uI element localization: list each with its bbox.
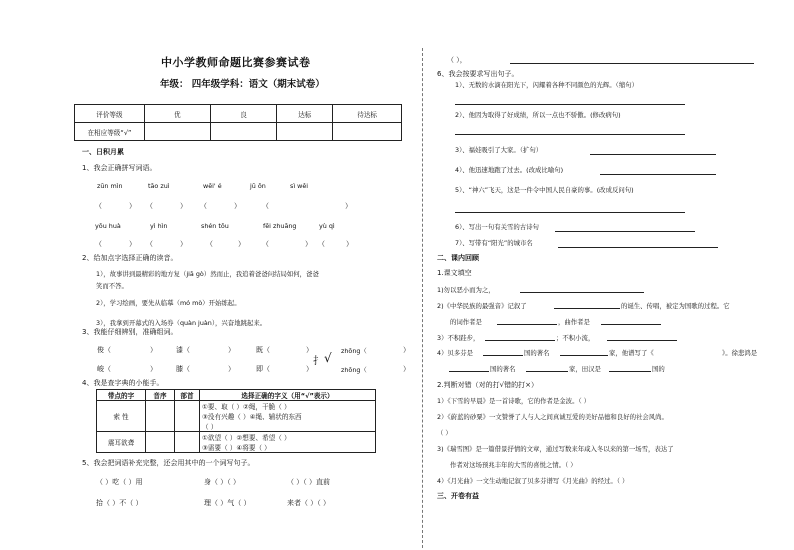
answer-paren[interactable]: （	[262, 202, 269, 210]
answer-line[interactable]	[455, 104, 685, 105]
dict-option: ③没有兴趣（ ）④绳、辅状的东西	[200, 411, 376, 421]
answer-line[interactable]	[510, 63, 754, 64]
answer-line[interactable]	[560, 355, 608, 356]
answer-paren[interactable]: （	[206, 240, 213, 248]
answer-paren[interactable]: （	[318, 240, 325, 248]
answer-paren[interactable]: ）	[234, 202, 241, 210]
section-heading: 一、日积月累	[82, 148, 124, 156]
grade-table-cell	[210, 123, 277, 141]
word-char: 膝（	[176, 365, 190, 373]
sentence-prompt: 1）、无数的水滴在阳光下，闪耀着各种不同颜色的光辉。（缩句）	[455, 81, 638, 89]
answer-paren[interactable]: ）	[180, 202, 187, 210]
answer-line[interactable]	[485, 340, 555, 341]
answer-line[interactable]	[590, 154, 716, 155]
grade-table-cell	[277, 123, 333, 141]
fill-text: 4）贝多芬是	[437, 349, 474, 357]
pinyin: fēi zhuāng	[263, 222, 297, 230]
judge-item: 1）《下雪的早晨》是一首诗歌，它的作者是金波。（ ）	[437, 397, 591, 405]
answer-paren[interactable]: ）	[305, 240, 312, 248]
sub-heading: 1.课文填空	[437, 269, 472, 277]
judge-item: 2）《蔚蓝的砂粟》一文赞誉了人与人之间真诚互爱的美好品德和良好的社会风尚。	[437, 413, 668, 421]
answer-paren[interactable]: （	[95, 202, 102, 210]
answer-line[interactable]	[607, 340, 677, 341]
answer-line[interactable]	[526, 371, 568, 372]
sentence-prompt: 3）、福娃吸引了大家。（扩句）	[455, 146, 543, 154]
answer-paren[interactable]: （	[95, 240, 102, 248]
fill-text: 1)勿以恶小而为之，	[437, 286, 495, 294]
fill-blank: （ ）吃（ ）用	[96, 478, 143, 486]
word-char: ）	[150, 346, 157, 354]
dict-answer[interactable]	[146, 401, 175, 432]
answer-paren[interactable]: （	[146, 202, 153, 210]
dict-option: ③需要（ ）④将要（ ）	[200, 442, 376, 453]
question-3: 3、我能仔细辨别，准确组词。	[82, 328, 178, 336]
grade-table-cell	[333, 123, 402, 141]
answer-line[interactable]	[554, 308, 620, 309]
word-char: ）	[403, 346, 410, 354]
sentence-prompt: 4）、他迅速地跑了过去。(改成比喻句)	[455, 166, 564, 174]
page-title: 中小学教师命题比赛参赛试卷	[161, 56, 311, 69]
word-char: 漆（	[176, 346, 190, 354]
fill-text: 国的著名	[524, 349, 550, 357]
dict-option: ①要、取（ ）②绳，干脆（ ）	[200, 401, 376, 412]
answer-line[interactable]	[600, 174, 716, 175]
dict-char: 索 性	[97, 401, 146, 432]
pinyin: yù qì	[319, 222, 335, 230]
fill-text: 的词作者是	[450, 318, 482, 326]
answer-line[interactable]	[455, 134, 685, 135]
answer-paren[interactable]: （	[146, 240, 153, 248]
word-char: ）	[228, 346, 235, 354]
fill-text: 2)《中华民族的最强音》记叙了	[437, 302, 527, 310]
pinyin: yōu huà	[95, 222, 121, 230]
word-char: ）	[150, 365, 157, 373]
answer-paren[interactable]: ）	[345, 202, 352, 210]
sentence-prompt: 7）、写带有“阳光”的城市名	[455, 239, 533, 247]
grade-subject-line: 年级： 四年级学科：语文（期末试卷）	[160, 79, 325, 90]
pinyin: wēi' é	[203, 182, 222, 190]
question-1: 1、我会正确拼写词语。	[82, 164, 157, 172]
column-divider	[422, 48, 423, 548]
answer-line[interactable]	[609, 371, 651, 372]
pinyin: sì wěi	[290, 182, 309, 190]
pinyin: shén tōu	[201, 222, 229, 230]
judge-item: 4）《月光曲》一文生动地记叙了贝多芬谱写《月光曲》的经过。（ ）	[437, 477, 629, 485]
grade-table-cell: 在相应等级“√”	[75, 123, 145, 141]
answer-paren[interactable]: ）	[180, 240, 187, 248]
pinyin: yì hìn	[150, 222, 168, 230]
grade-table-cell	[144, 123, 210, 141]
word-char: 即（	[256, 365, 270, 373]
word-char: ）	[228, 365, 235, 373]
judge-item: 3)《瑞雪图》是一篇借景抒情的文章，通过写数来年咸入冬以来的第一场雪，表达了	[437, 445, 674, 453]
question-text: 3），我拿到开幕式的入场券（quàn juàn），兴奋地跳起来。	[96, 319, 267, 327]
grade-table-cell: 优	[144, 105, 210, 123]
fill-blank: 身（ ）（ ）	[204, 478, 240, 486]
grade-table-cell: 达标	[277, 105, 333, 123]
question-text: 1），故事讲到最精彩的地方复（jiā gò）然而止，我追着爸爸问结局如何，爸爸	[96, 270, 319, 278]
check-icon: √	[324, 351, 332, 365]
answer-paren[interactable]: ）	[129, 240, 136, 248]
question-5: 5、我会把词语补充完整，还会用其中的一个词写句子。	[82, 459, 255, 467]
word-char: ）	[306, 365, 313, 373]
fill-text: ，曲作者是	[558, 318, 590, 326]
question-2: 2、给加点字选择正确的读音。	[82, 254, 178, 262]
fill-text: ；不积小流，	[556, 334, 595, 342]
grade-table	[74, 104, 402, 141]
fill-text: 家，他谱写了《	[609, 349, 654, 357]
question-4: 4、我是查字典的小能手。	[82, 379, 164, 387]
pinyin: tāo zuì	[148, 182, 170, 190]
dict-answer[interactable]	[175, 432, 200, 453]
answer-line[interactable]	[449, 371, 489, 372]
dict-answer[interactable]	[175, 401, 200, 432]
fill-blank: 理（ ）气（ ）	[204, 499, 251, 507]
dict-char: 震耳欲聋	[97, 432, 146, 453]
answer-line[interactable]	[558, 247, 718, 248]
fill-blank: 拾（ ）不（ ）	[96, 499, 143, 507]
judge-item: 作者对这场预兆丰年的大雪的喜悦之情。（ ）	[450, 461, 577, 469]
question-text: 笑而不答。	[96, 282, 128, 290]
word-char: 俊（	[97, 346, 111, 354]
dict-header: 选择正确的字义（用“√”表示）	[200, 390, 376, 401]
word-char: 峻（	[97, 365, 111, 373]
fill-text: 国的著名	[490, 365, 516, 373]
pinyin: zūn mìn	[97, 182, 123, 190]
answer-line[interactable]	[483, 355, 523, 356]
answer-paren[interactable]: ）	[129, 202, 136, 210]
section-heading: 二、课内回顾	[437, 254, 479, 262]
question-text: 2），学习绘画，要先从临摹（mó mò）开始练起。	[96, 299, 241, 307]
answer-line[interactable]	[555, 231, 695, 232]
sentence-prompt: 5）、“神六”飞天，这是一件令中国人民自豪的事。(改成反问句)	[455, 186, 634, 194]
sentence-prompt: 2）、他因为取得了好成绩，所以一点也不骄傲。(修改病句)	[455, 111, 621, 119]
answer-paren[interactable]: ）	[346, 240, 353, 248]
dict-option: （ ）	[200, 421, 376, 432]
word-char: 既（	[256, 346, 270, 354]
radical-glyph: 扌	[313, 356, 323, 367]
answer-line[interactable]	[520, 292, 644, 293]
grade-table-cell: 评价等级	[75, 105, 145, 123]
fill-text: 的诞生、传唱，被定为国歌的过程。它	[621, 302, 730, 310]
answer-paren[interactable]: （	[262, 240, 269, 248]
sub-heading: 2.判断对错（对的打√错的打×）	[437, 381, 539, 389]
dict-answer[interactable]	[146, 432, 175, 453]
pinyin: jū ōn	[250, 182, 266, 190]
fill-text: 3）不积跬步，	[437, 334, 480, 342]
answer-paren[interactable]: （	[200, 202, 207, 210]
dict-header: 部首	[175, 390, 200, 401]
answer-line[interactable]	[601, 324, 661, 325]
dict-header: 音序	[146, 390, 175, 401]
grade-table-cell: 良	[210, 105, 277, 123]
answer-paren: （ ），	[447, 56, 467, 64]
word-char: zhōng（	[341, 347, 367, 355]
word-char: ）	[403, 365, 410, 373]
dictionary-table	[96, 389, 376, 453]
word-char: zhōng（	[341, 366, 367, 374]
answer-paren[interactable]: ）	[238, 240, 245, 248]
grade-table-cell: 待达标	[333, 105, 402, 123]
fill-text: 国的	[652, 365, 665, 373]
answer-line[interactable]	[455, 212, 685, 213]
fill-blank: （ ）（ ）直前	[287, 478, 330, 486]
fill-text: 家，田汉是	[569, 365, 601, 373]
fill-blank: 来者（ ）（ ）	[287, 499, 330, 507]
question-6: 6、我会按要求写出句子。	[437, 70, 519, 78]
judge-item: （ ）	[437, 429, 452, 437]
dict-option: ①欲望（ ）②想要、希望（ ）	[200, 432, 376, 443]
dict-header: 带点的字	[97, 390, 146, 401]
fill-text: 》。徐悲鸿是	[722, 349, 758, 357]
sentence-prompt: 6）、写出一句有关雪的古诗句	[455, 223, 539, 231]
answer-line[interactable]	[497, 324, 557, 325]
section-heading: 三、开卷有益	[437, 492, 479, 500]
word-char: ）	[306, 346, 313, 354]
